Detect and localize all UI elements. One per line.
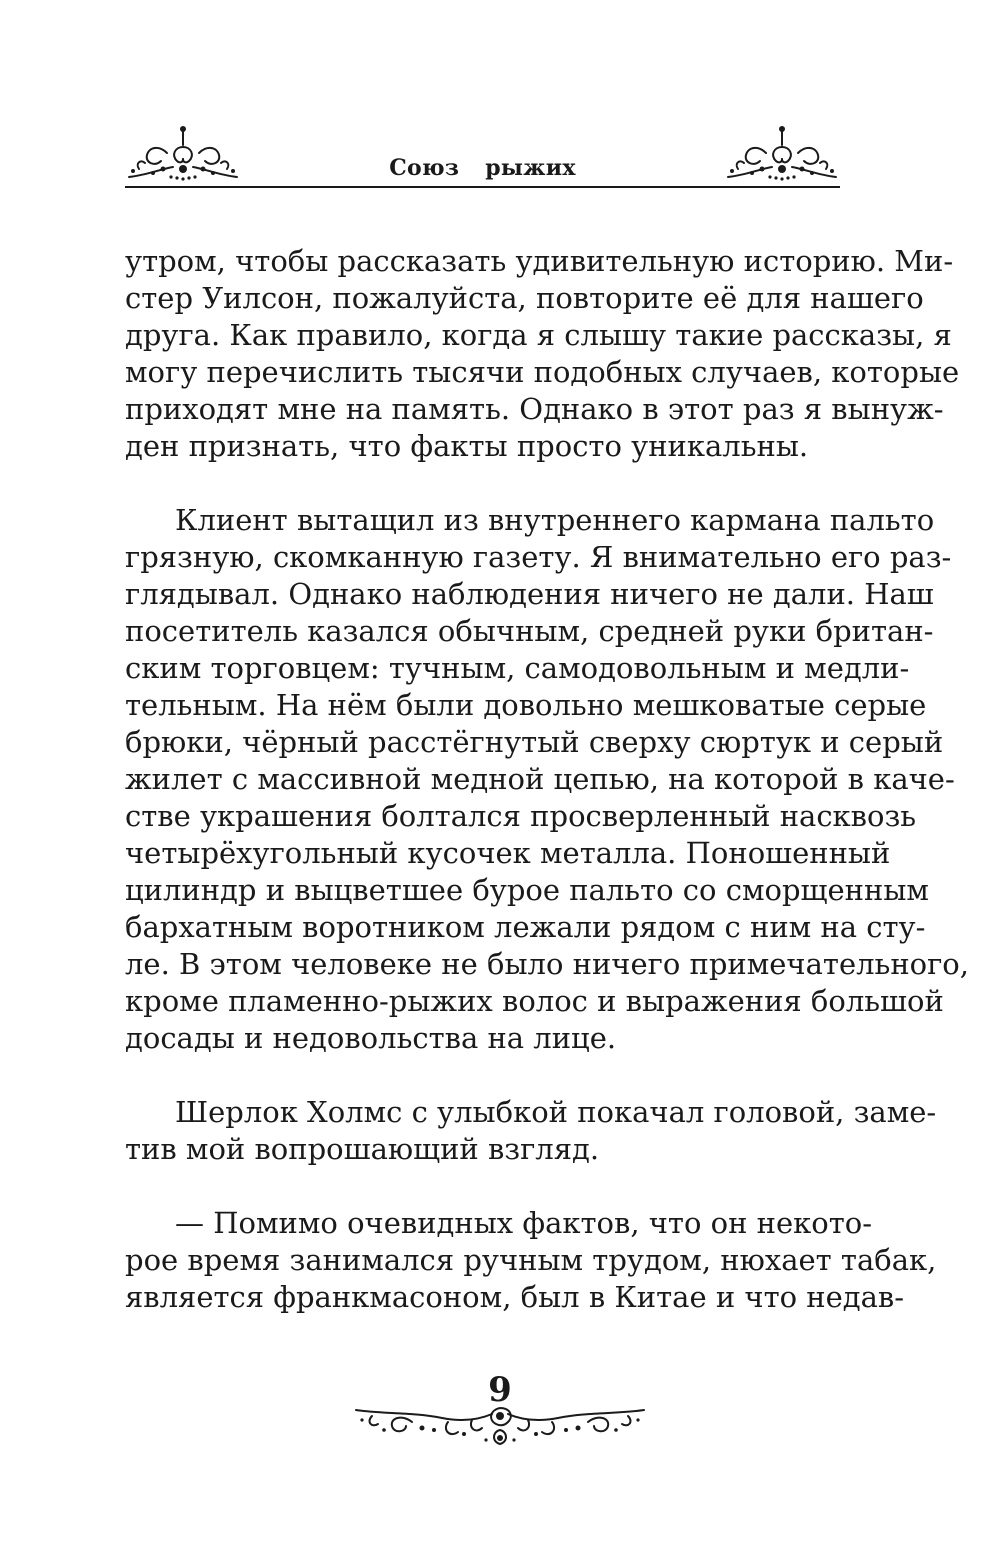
text-line: цилиндр и выцветшее бурое пальто со сморщенным [125,873,929,907]
text-line: грязную, скомканную газету. Я внимательно его раз- [125,540,952,574]
paragraph-gap [125,465,839,502]
text-line: тив мой вопрошающий взгляд. [125,1132,600,1166]
text-line: утром, чтобы рассказать удивительную историю. Ми- [125,244,954,278]
text-line: ден признать, что факты просто уникальны. [125,429,809,463]
text-line: Клиент вытащил из внутреннего кармана пальто [175,503,935,537]
text-line: является франкмасоном, был в Китае и что недав- [125,1280,905,1314]
text-line: жилет с массивной медной цепью, на которой в каче- [125,762,955,796]
body-text [125,243,969,1316]
paragraph-gap [125,1168,839,1205]
text-line: друга. Как правило, когда я слышу такие рассказы, я [125,318,952,352]
text-line: приходят мне на память. Однако в этот раз я вынуж- [125,392,944,426]
text-line: могу перечислить тысячи подобных случаев, которые [125,355,960,389]
text-line: брюки, чёрный расстёгнутый сверху сюртук и серый [125,725,944,759]
text-line: рое время занимался ручным трудом, нюхает табак, [125,1243,937,1277]
text-line: — Помимо очевидных фактов, что он некото- [175,1206,873,1240]
running-title-word-1: Союз [389,155,460,181]
text-line: ле. В этом человеке не было ничего примечательного, [125,947,969,981]
ornament-right-icon [726,125,838,183]
text-line: посетитель казался обычным, средней руки британ- [125,614,934,648]
paragraph-gap [125,1057,839,1094]
text-line: кроме пламенно-рыжих волос и выражения большой [125,984,944,1018]
footer-ornament-icon [352,1400,648,1450]
running-header [125,125,840,189]
text-line: ским торговцем: тучным, самодовольным и медли- [125,651,910,685]
text-line: стер Уилсон, пожалуйста, повторите её для нашего [125,281,924,315]
text-line: четырёхугольный кусочек металла. Поношенный [125,836,891,870]
page-number: 9 [488,1370,512,1410]
text-line: досады и недовольства на лице. [125,1021,617,1055]
text-line: Шерлок Холмс с улыбкой покачал головой, заме- [175,1095,937,1129]
text-line: глядывал. Однако наблюдения ничего не дали. Наш [125,577,934,611]
header-rule [125,186,840,188]
running-title-word-2: рыжих [485,155,576,181]
text-line: стве украшения болтался просверленный насквозь [125,799,917,833]
text-line: бархатным воротником лежали рядом с ним на сту- [125,910,926,944]
text-line: тельным. На нём были довольно мешковатые серые [125,688,927,722]
